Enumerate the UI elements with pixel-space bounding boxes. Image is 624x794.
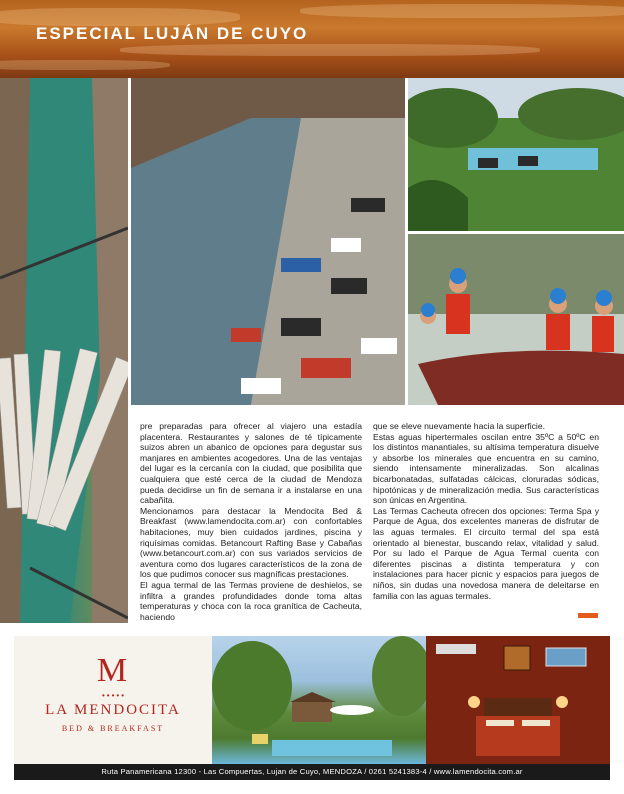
river-crowd-photo [131, 78, 405, 405]
rafting-photo [408, 234, 624, 405]
bedroom-illustration [426, 636, 610, 764]
article-paragraph: El agua termal de las Termas proviene de deshielos, se infiltra a grandes profundidades donde toma altas temperaturas y choca con la roca granítica de Cacheuta, haciendo [140, 579, 362, 622]
ad-contact-footer: Ruta Panamericana 12300 - Las Compuertas, Lujan de Cuyo, MENDOZA / 0261 5241383-4 / www.lamendocita.com.ar [14, 764, 610, 780]
garden-illustration [212, 636, 426, 764]
article-column-left [140, 421, 362, 622]
canyon-photo [0, 78, 128, 623]
article-paragraph: Mencionamos para destacar la Mendocita Bed & Breakfast (www.lamendocita.com.ar) con confortables habitaciones, muy bien cuidados jardines, piscina y riquísimas comidas. Betancourt Rafting Base y Cabañas (www.betancourt.com.ar) con sus variados servicios de aventura como dos lugares característicos de la zona de los que pudimos conocer sus magníficas prestaciones. [140, 505, 362, 580]
canyon-illustration [0, 78, 128, 623]
pool-illustration [408, 78, 624, 231]
article-paragraph: que se eleve nuevamente hacia la superficie. [373, 421, 545, 431]
brand-logo-mark: M [96, 652, 128, 689]
article-end-mark [578, 613, 598, 618]
advertisement [14, 636, 610, 780]
ad-bedroom-photo [426, 636, 610, 764]
section-title: ESPECIAL LUJÁN DE CUYO [36, 24, 309, 43]
article-column-right [373, 421, 599, 601]
ad-garden-photo [212, 636, 426, 764]
article-paragraph: Las Termas Cacheuta ofrecen dos opciones: Terma Spa y Parque de Agua, dos excelentes maneras de disfrutar de las aguas termales. El circuito termal del spa está orientado al bienestar, buscando relax, vitalidad y salud. Por su lado el Parque de Agua Termal cuenta con diferentes piscinas a distinta temperatura y con instalaciones para hacer picnic y espacios para juegos de niños, sin dudas una novedosa manera de deleitarse en familia con las aguas termales. [373, 505, 599, 601]
river-illustration [131, 78, 405, 405]
rafting-illustration [408, 234, 624, 405]
brand-name: LA MENDOCITA [45, 702, 181, 718]
brand-logo-dots: ••••• [101, 691, 126, 700]
article-paragraph: Estas aguas hipertermales oscilan entre 35ºC a 50ºC en los distintos manantiales, su altísima temperatura disuelve y absorbe los minerales que encuentra en su camino, siendo intensamente mineralizadas. Son alcalinas bicarbonatadas, sulfatadas cálcicas, cloruradas sódicas, hipotónicas y de mineralización media. Sus características son únicas en Argentina. [373, 431, 599, 506]
garden-pool-photo [408, 78, 624, 231]
article-paragraph: pre preparadas para ofrecer al viajero una estadía placentera. Restaurantes y salones de té típicamente suizos abren un abanico de opciones para degustar sus manjares en ambientes acogedores. Una de las ventajas del lugar es la cercanía con la ciudad, que posibilita que cualquiera que esté cerca de la ciudad de Mendoza pueda decidirse un fin de semana ir a instalarse en una cabañita. [140, 421, 362, 506]
brand-subtitle: BED & BREAKFAST [61, 724, 165, 733]
